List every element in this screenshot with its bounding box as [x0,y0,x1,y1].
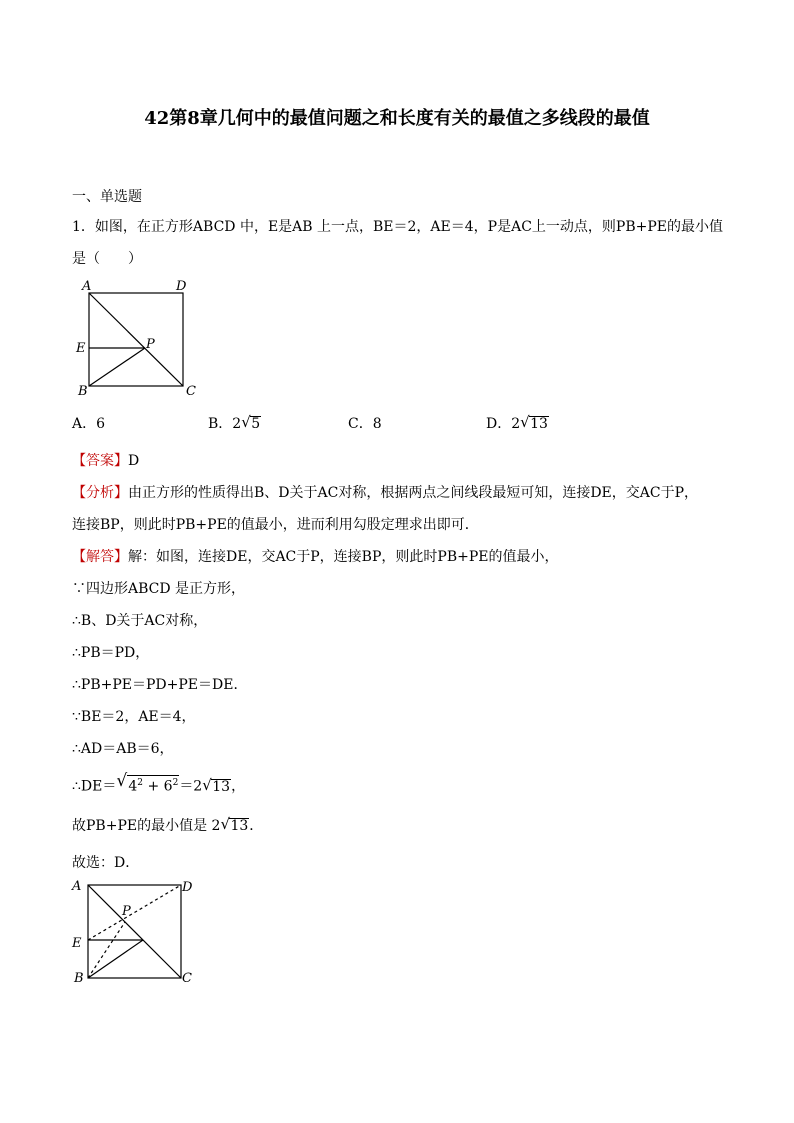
section-heading: 一、单选题 [72,189,142,205]
figure2-label-d: D [182,880,193,895]
figure2-label-a: A [72,879,82,894]
figure1-label-c: C [186,384,196,399]
analysis-tag: 【分析】 [72,485,128,501]
figure1-label-a: A [82,279,92,294]
solution-line7: ∴AD＝AB＝6， [72,741,174,757]
analysis-line2: 连接BP，则此时PB+PE的值最小，进而利用勾股定理求出即可． [72,517,479,533]
figure1-label-p: P [146,337,155,352]
figure2-segment-b-solid [88,940,143,978]
solution-line4: ∴PB＝PD， [72,645,150,661]
figure1-label-e: E [76,341,86,356]
page-title: 42第8章几何中的最值问题之和长度有关的最值之多线段的最值 [144,108,650,129]
answer-tag: 【答案】 [72,453,128,469]
option-d: D．2 √ 13 [486,413,548,432]
option-b: B．2 √ 5 [208,413,261,432]
figure1-segment-bp [89,348,145,386]
figure2-label-e: E [72,936,82,951]
figure-1-square-diagram [70,276,200,401]
solution-line5: ∴PB+PE＝PD+PE＝DE． [72,677,248,693]
figure1-label-b: B [78,384,88,399]
solution-line1: 【解答】解：如图，连接DE，交AC于P，连接BP，则此时PB+PE的值最小， [72,549,559,565]
solution-line10: 故选：D． [72,855,140,871]
solution-line9: 故PB+PE的最小值是 2 √ 13． [72,815,264,834]
solution-line3: ∴B、D关于AC对称， [72,613,208,629]
option-a: A．6 [72,416,106,432]
figure1-label-d: D [176,279,187,294]
analysis-line1: 【分析】由正方形的性质得出B、D关于AC对称，根据两点之间线段最短可知，连接DE，交AC于P， [72,485,699,501]
solution-line6: ∵BE＝2，AE＝4， [72,709,196,725]
figure-2-solution-diagram [70,873,200,988]
answer-line [72,452,139,470]
solution-line8: ∴DE＝ √ $4^2 + 6^2=2$ √ 13， [72,771,246,795]
solution-line2: ∵四边形ABCD 是正方形， [72,581,246,597]
answer-value: D [128,453,140,469]
solution-tag: 【解答】 [72,549,128,565]
figure2-diagonal-ac [88,885,181,978]
figure2-label-c: C [182,971,192,986]
question-text-line2: 是（ ） [72,251,142,267]
option-c: C．8 [348,416,382,432]
figure2-dashed-bp [88,922,125,978]
figure1-diagonal-ac [89,293,183,386]
question-text-line1: 1．如图，在正方形ABCD 中，E是AB 上一点，BE＝2，AE＝4，P是AC上一动点，则PB+PE的最小值 [72,219,723,235]
figure2-label-b: B [74,971,84,986]
figure2-label-p: P [122,904,131,919]
